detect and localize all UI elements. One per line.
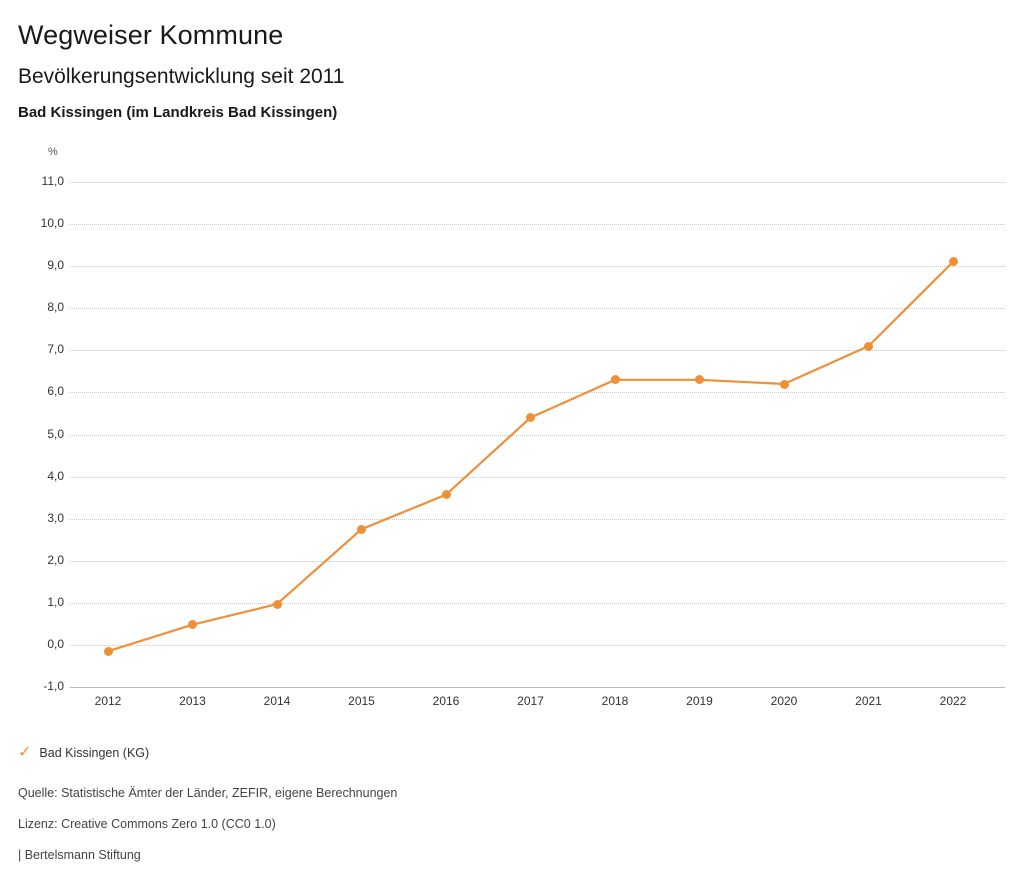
data-point[interactable] [104, 647, 113, 656]
y-axis-tick-label: 11,0 [41, 174, 64, 188]
x-axis-tick-label: 2021 [855, 694, 882, 708]
page-subtitle: Bevölkerungsentwicklung seit 2011 [18, 65, 345, 88]
y-axis-tick-label: 10,0 [40, 216, 64, 231]
publisher-note: | Bertelsmann Stiftung [18, 848, 141, 862]
y-axis-tick-label: 9,0 [47, 258, 64, 273]
y-axis-tick-label: 0,0 [47, 636, 64, 651]
x-axis-tick-label: 2015 [348, 694, 375, 708]
check-icon: ✓ [18, 744, 32, 761]
legend-item-label: Bad Kissingen (KG) [39, 746, 150, 760]
y-axis-tick-label: -1,0 [43, 679, 64, 693]
data-point[interactable] [949, 257, 958, 266]
data-point[interactable] [780, 380, 789, 389]
legend[interactable] [18, 745, 149, 761]
x-axis-tick-label: 2018 [601, 694, 629, 708]
x-axis-line [70, 687, 1005, 688]
source-note: Quelle: Statistische Ämter der Länder, ZEFIR, eigene Berechnungen [18, 786, 398, 800]
x-axis-tick-label: 2019 [686, 694, 713, 708]
y-axis-tick-label: 5,0 [47, 426, 64, 441]
x-axis-tick-label: 2013 [179, 694, 206, 708]
page-title: Wegweiser Kommune [18, 20, 284, 50]
y-axis-tick-label: 6,0 [47, 384, 64, 399]
y-axis-tick-label: 7,0 [47, 342, 64, 357]
series-line-bad-kissingen [70, 182, 1005, 687]
y-axis-tick-label: 4,0 [47, 468, 64, 483]
page-region-label: Bad Kissingen (im Landkreis Bad Kissingen) [18, 104, 338, 121]
x-axis-tick-label: 2017 [517, 694, 544, 708]
y-axis-tick-label: 8,0 [47, 300, 64, 315]
y-axis-tick-label: 3,0 [47, 510, 64, 525]
data-point[interactable] [273, 600, 282, 609]
license-note: Lizenz: Creative Commons Zero 1.0 (CC0 1.0) [18, 817, 276, 831]
data-point[interactable] [442, 490, 451, 499]
x-axis-tick-label: 2020 [770, 694, 798, 708]
data-point[interactable] [357, 525, 366, 534]
data-point[interactable] [864, 342, 873, 351]
x-axis-tick-label: 2012 [94, 694, 122, 708]
x-axis-tick-label: 2016 [432, 694, 460, 708]
y-axis-tick-label: 2,0 [47, 552, 64, 567]
y-axis-unit: % [48, 146, 58, 158]
x-axis-tick-label: 2014 [263, 694, 291, 708]
data-point[interactable] [611, 375, 620, 384]
chart-plot-area [40, 174, 1005, 708]
x-axis-tick-label: 2022 [939, 694, 967, 708]
y-axis-tick-label: 1,0 [47, 594, 64, 609]
